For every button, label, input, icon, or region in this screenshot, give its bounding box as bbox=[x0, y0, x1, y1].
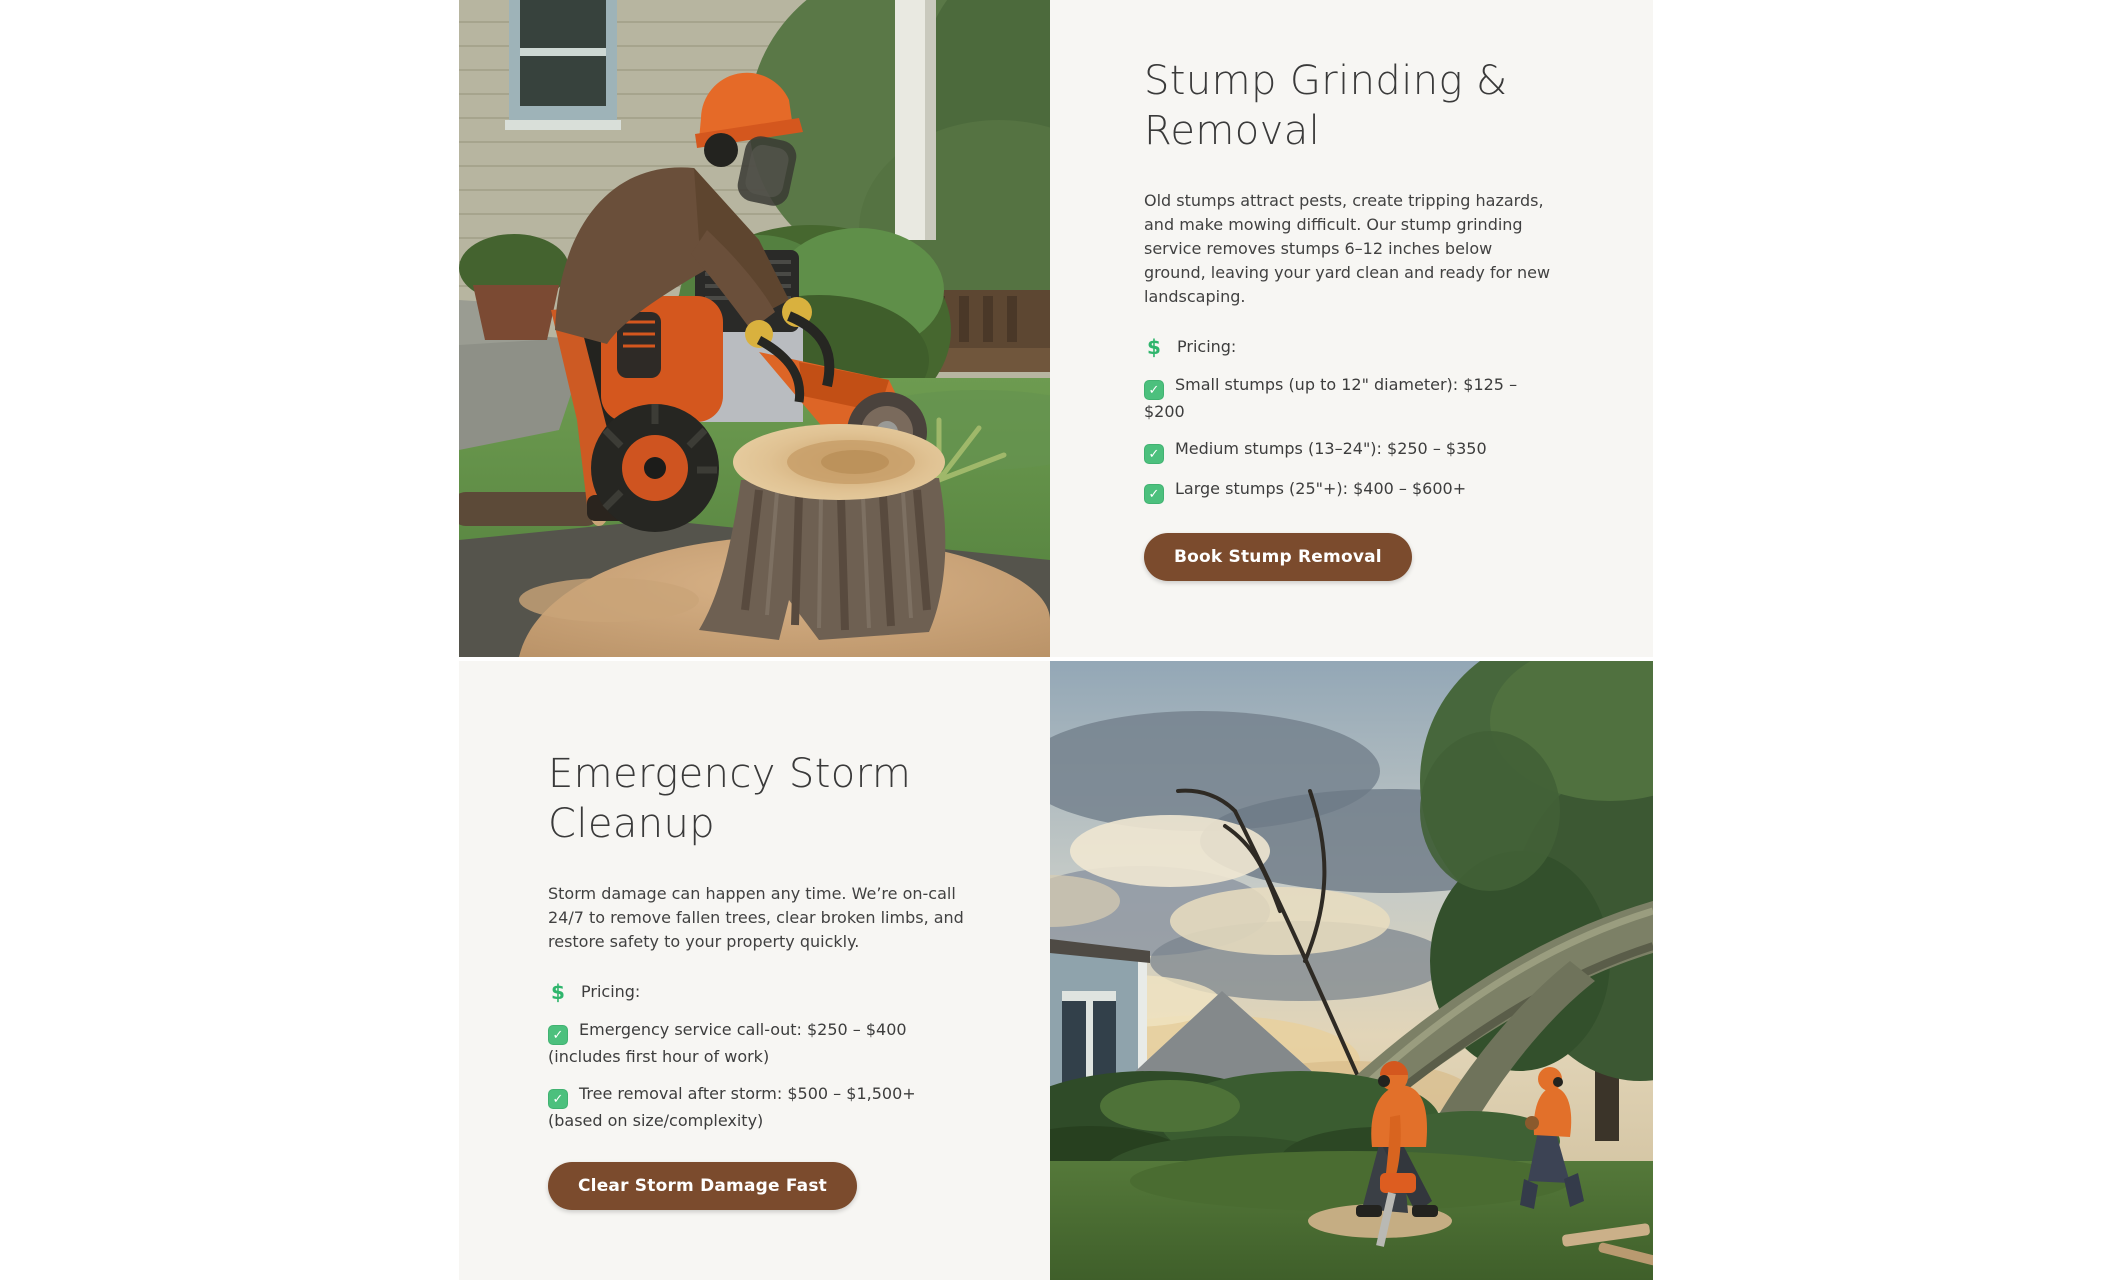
pricing-item-text: Tree removal after storm: $500 – $1,500+ (based on size/complexity) bbox=[548, 1084, 916, 1130]
pricing-label: Pricing: bbox=[581, 982, 641, 1001]
check-icon: ✓ bbox=[1144, 484, 1164, 504]
section-storm-cleanup bbox=[459, 661, 1653, 1280]
storm-cleanup-heading: Emergency Storm Cleanup bbox=[548, 751, 912, 847]
pricing-label: Pricing: bbox=[1177, 337, 1237, 356]
dollar-icon: $ bbox=[1147, 335, 1161, 359]
page-wrapper bbox=[459, 0, 1653, 1280]
stump-grinding-photo bbox=[459, 0, 1050, 657]
check-icon: ✓ bbox=[548, 1089, 568, 1109]
dollar-icon: $ bbox=[551, 980, 565, 1004]
pricing-item-text: Emergency service call-out: $250 – $400 (includes first hour of work) bbox=[548, 1020, 907, 1066]
section-stump-grinding bbox=[459, 0, 1653, 657]
check-icon: ✓ bbox=[548, 1025, 568, 1045]
book-stump-removal-button[interactable]: Book Stump Removal bbox=[1144, 533, 1412, 581]
stump-grinding-illustration bbox=[459, 0, 1050, 657]
pricing-item-callout bbox=[548, 1018, 964, 1069]
stump-pricing-list bbox=[1144, 335, 1557, 504]
pricing-label-row bbox=[548, 980, 964, 1004]
pricing-item-medium-stumps bbox=[1144, 437, 1557, 464]
storm-cleanup-photo bbox=[1050, 661, 1653, 1280]
stump-grinding-content bbox=[1050, 0, 1653, 657]
pricing-label-row bbox=[1144, 335, 1557, 359]
check-icon: ✓ bbox=[1144, 444, 1164, 464]
pricing-item-text: Large stumps (25"+): $400 – $600+ bbox=[1175, 479, 1467, 498]
pricing-item-large-stumps bbox=[1144, 477, 1557, 504]
storm-cleanup-content bbox=[459, 661, 1050, 1280]
pricing-item-text: Small stumps (up to 12" diameter): $125 – $200 bbox=[1144, 375, 1518, 421]
clear-storm-damage-button[interactable]: Clear Storm Damage Fast bbox=[548, 1162, 857, 1210]
pricing-item-small-stumps bbox=[1144, 373, 1557, 424]
storm-cleanup-paragraph: Storm damage can happen any time. We’re on-call 24/7 to remove fallen trees, clear broken limbs, and restore safety to your property quickly. bbox=[548, 884, 964, 951]
stump-grinding-paragraph: Old stumps attract pests, create tripping hazards, and make mowing difficult. Our stump grinding service removes stumps 6–12 inches below ground, leaving your yard clean and ready for new landscaping. bbox=[1144, 191, 1551, 306]
pricing-item-text: Medium stumps (13–24"): $250 – $350 bbox=[1175, 439, 1487, 458]
storm-pricing-list bbox=[548, 980, 964, 1133]
stump-grinding-heading: Stump Grinding & Removal bbox=[1144, 58, 1508, 154]
storm-cleanup-illustration bbox=[1050, 661, 1653, 1280]
check-icon: ✓ bbox=[1144, 380, 1164, 400]
pricing-item-tree-removal bbox=[548, 1082, 964, 1133]
